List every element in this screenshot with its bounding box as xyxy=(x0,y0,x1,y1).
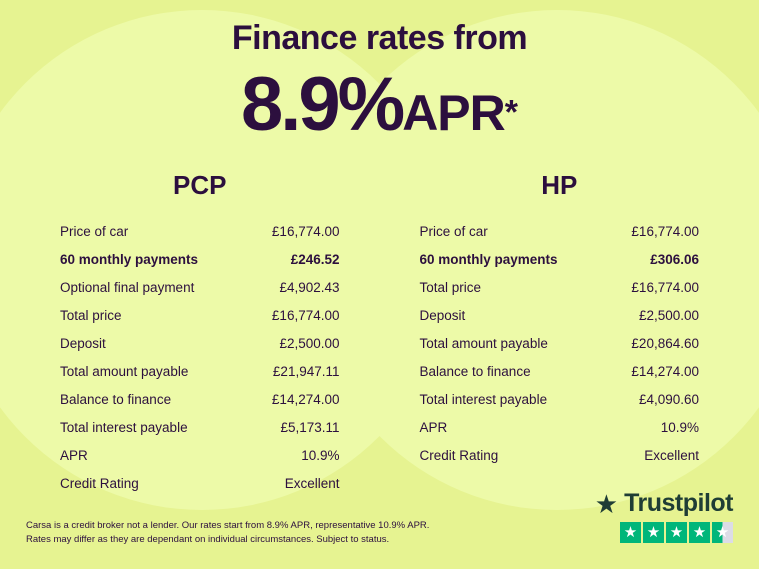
star-icon: ★ xyxy=(643,522,664,543)
row-value: £16,774.00 xyxy=(271,307,340,323)
table-row xyxy=(420,413,700,441)
trustpilot-wordmark: Trustpilot xyxy=(624,489,733,517)
row-label: Total price xyxy=(419,279,482,295)
table-row xyxy=(420,441,700,469)
star-icon: ★ xyxy=(620,522,641,543)
row-value: £246.52 xyxy=(290,251,340,267)
disclaimer-line-2: Rates may differ as they are dependant on individual circumstances. Subject to status. xyxy=(26,534,390,546)
column-title-hp: HP xyxy=(541,170,578,201)
disclaimer-line-1: Carsa is a credit broker not a lender. Our rates start from 8.9% APR, representative 10.9% APR. xyxy=(26,520,430,532)
row-value: £306.06 xyxy=(650,251,699,267)
table-row xyxy=(420,273,700,301)
row-label: Optional final payment xyxy=(60,279,195,295)
row-value: £21,947.11 xyxy=(272,363,340,379)
row-label: Balance to finance xyxy=(60,391,172,407)
row-label: Credit Rating xyxy=(419,447,499,463)
row-label: Deposit xyxy=(60,335,106,351)
finance-column-hp xyxy=(380,170,759,497)
row-label: Balance to finance xyxy=(419,363,531,379)
table-row xyxy=(60,413,340,441)
trustpilot-rating xyxy=(595,489,733,543)
table-row xyxy=(60,245,340,273)
row-value: Excellent xyxy=(284,475,340,491)
table-row xyxy=(420,217,700,245)
star-icon: ★ xyxy=(666,522,687,543)
row-value: £5,173.11 xyxy=(280,419,340,435)
page-title: Finance rates from xyxy=(231,19,528,57)
row-label: Deposit xyxy=(419,307,466,323)
row-label: APR xyxy=(60,447,88,463)
table-row xyxy=(420,329,700,357)
row-label: Price of car xyxy=(60,223,129,239)
row-value: £16,774.00 xyxy=(631,279,699,295)
headline-rate xyxy=(0,61,759,148)
row-label: Price of car xyxy=(419,223,488,239)
star-icon: ★ xyxy=(689,522,710,543)
row-value: £14,274.00 xyxy=(271,391,340,407)
finance-column-pcp xyxy=(0,170,380,497)
row-value: £20,864.60 xyxy=(631,335,699,351)
row-value: £4,090.60 xyxy=(638,391,699,407)
row-value: £16,774.00 xyxy=(631,223,699,239)
row-value: £14,274.00 xyxy=(631,363,699,379)
row-label: Total amount payable xyxy=(419,335,548,351)
row-label: APR xyxy=(419,419,448,435)
rate-value: 8.9% xyxy=(240,62,403,148)
row-label: Total amount payable xyxy=(60,363,189,379)
row-label: 60 monthly payments xyxy=(60,251,199,267)
row-value: 10.9% xyxy=(660,419,699,435)
table-row xyxy=(60,441,340,469)
table-row xyxy=(60,273,340,301)
row-label: Total interest payable xyxy=(419,391,548,407)
row-value: 10.9% xyxy=(301,447,340,463)
row-label: 60 monthly payments xyxy=(419,251,558,267)
row-value: £2,500.00 xyxy=(638,307,699,323)
row-label: Total interest payable xyxy=(60,419,188,435)
table-row xyxy=(60,357,340,385)
finance-comparison xyxy=(0,170,759,497)
row-label: Credit Rating xyxy=(60,475,139,491)
table-row xyxy=(420,245,700,273)
trustpilot-star-icon: ★ xyxy=(594,488,619,519)
table-row xyxy=(60,217,340,245)
row-value: Excellent xyxy=(644,447,699,463)
asterisk-marker: * xyxy=(504,94,519,133)
table-row xyxy=(420,357,700,385)
table-row xyxy=(420,385,700,413)
column-title-pcp: PCP xyxy=(173,170,227,201)
row-value: £4,902.43 xyxy=(279,279,340,295)
trustpilot-star-rating xyxy=(595,522,733,543)
table-row xyxy=(60,469,340,497)
trustpilot-logo xyxy=(595,489,733,518)
table-row xyxy=(60,301,340,329)
disclaimer xyxy=(26,519,429,547)
rate-unit: APR xyxy=(402,85,505,142)
row-value: £16,774.00 xyxy=(271,223,340,239)
table-row xyxy=(60,385,340,413)
table-row xyxy=(420,301,700,329)
row-label: Total price xyxy=(60,307,122,323)
table-row xyxy=(60,329,340,357)
row-value: £2,500.00 xyxy=(279,335,340,351)
star-half-icon: ★ xyxy=(712,522,733,543)
